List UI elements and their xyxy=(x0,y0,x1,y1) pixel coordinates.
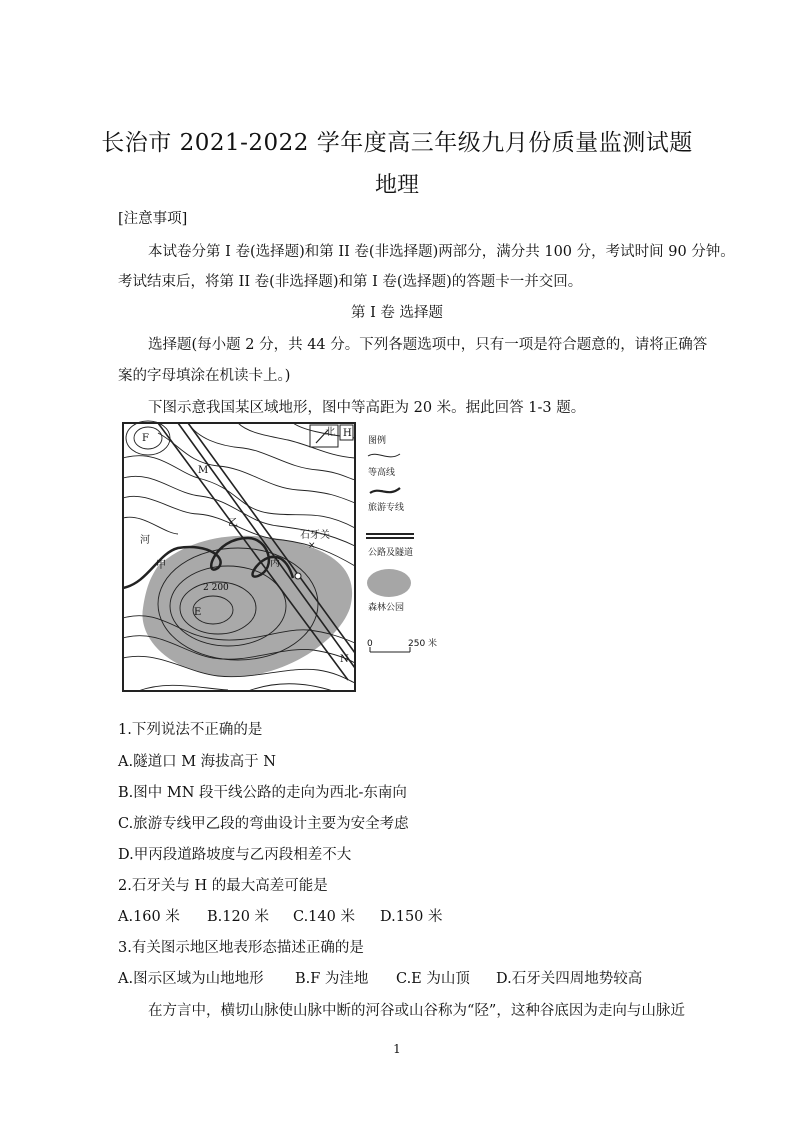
question-3-option-b: B.F 为洼地 xyxy=(295,971,369,987)
label-N: N xyxy=(340,654,349,665)
label-north: 北 xyxy=(325,427,335,438)
question-3-option-c: C.E 为山顶 xyxy=(396,971,470,987)
tunnel-marker xyxy=(295,573,301,579)
topographic-map xyxy=(118,418,448,708)
label-yi: 乙 xyxy=(228,518,238,529)
exam-title: 长治市 2021-2022 学年度高三年级九月份质量监测试题 xyxy=(101,130,693,156)
part1-heading: 第 I 卷 选择题 xyxy=(350,305,444,321)
question-1-option-c: C.旅游专线甲乙段的弯曲设计主要为安全考虑 xyxy=(118,816,409,832)
notice-line-1: 本试卷分第 I 卷(选择题)和第 II 卷(非选择题)两部分，满分共 100 分，考试时间 90 分钟。 xyxy=(148,244,735,260)
question-1-option-b: B.图中 MN 段干线公路的走向为西北-东南向 xyxy=(118,785,407,801)
label-M: M xyxy=(198,465,209,476)
question-intro: 下图示意我国某区域地形，图中等高距为 20 米。据此回答 1-3 题。 xyxy=(148,400,586,416)
label-F: F xyxy=(142,433,149,444)
question-1-stem: 1.下列说法不正确的是 xyxy=(118,722,263,738)
label-E: E xyxy=(194,607,202,618)
notice-heading: [注意事项] xyxy=(118,211,188,227)
question-2-option-d: D.150 米 xyxy=(380,909,443,925)
question-3-option-d: D.石牙关四周地势较高 xyxy=(496,971,643,987)
label-bing: 丙 xyxy=(270,558,280,569)
legend-forest-icon xyxy=(367,569,411,597)
label-river: 河 xyxy=(140,535,150,546)
question-2-option-c: C.140 米 xyxy=(293,909,355,925)
question-3-stem: 3.有关图示地区地表形态描述正确的是 xyxy=(118,940,364,956)
question-2-option-a: A.160 米 xyxy=(118,909,180,925)
label-H: H xyxy=(343,428,352,439)
part1-instruction-1: 选择题(每小题 2 分，共 44 分。下列各题选项中，只有一项是符合题意的，请将正确答 xyxy=(148,337,708,353)
part1-instruction-2: 案的字母填涂在机读卡上。) xyxy=(118,368,291,384)
scale-zero: 0 xyxy=(367,639,373,649)
legend-route: 旅游专线 xyxy=(368,503,405,513)
notice-line-2: 考试结束后，将第 II 卷(非选择题)和第 I 卷(选择题)的答题卡一并交回。 xyxy=(118,274,583,290)
legend-road: 公路及隧道 xyxy=(368,548,414,558)
scale-value: 250 米 xyxy=(408,639,438,649)
passage-text: 在方言中，横切山脉使山脉中断的河谷或山谷称为“陉”，这种谷底因为走向与山脉近 xyxy=(148,1003,685,1019)
legend-contour: 等高线 xyxy=(368,468,396,478)
map-legend xyxy=(366,434,437,652)
subject-title: 地理 xyxy=(374,173,419,198)
question-1-option-d: D.甲丙段道路坡度与乙丙段相差不大 xyxy=(118,847,352,863)
question-2-stem: 2.石牙关与 H 的最大高差可能是 xyxy=(118,878,328,894)
legend-forest: 森林公园 xyxy=(368,603,405,613)
question-3-option-a: A.图示区域为山地地形 xyxy=(118,971,264,987)
question-2-option-b: B.120 米 xyxy=(207,909,270,925)
legend-contour-icon xyxy=(368,454,400,457)
label-shiyaguan: 石牙关 xyxy=(300,530,330,541)
label-elevation: 2 200 xyxy=(203,583,229,593)
label-jia: 甲 xyxy=(156,560,166,571)
legend-title: 图例 xyxy=(368,436,387,446)
question-1-option-a: A.隧道口 M 海拔高于 N xyxy=(118,754,276,770)
legend-route-icon xyxy=(370,488,400,493)
page-number: 1 xyxy=(393,1042,401,1056)
shiyaguan-marker-icon: × xyxy=(308,541,316,551)
